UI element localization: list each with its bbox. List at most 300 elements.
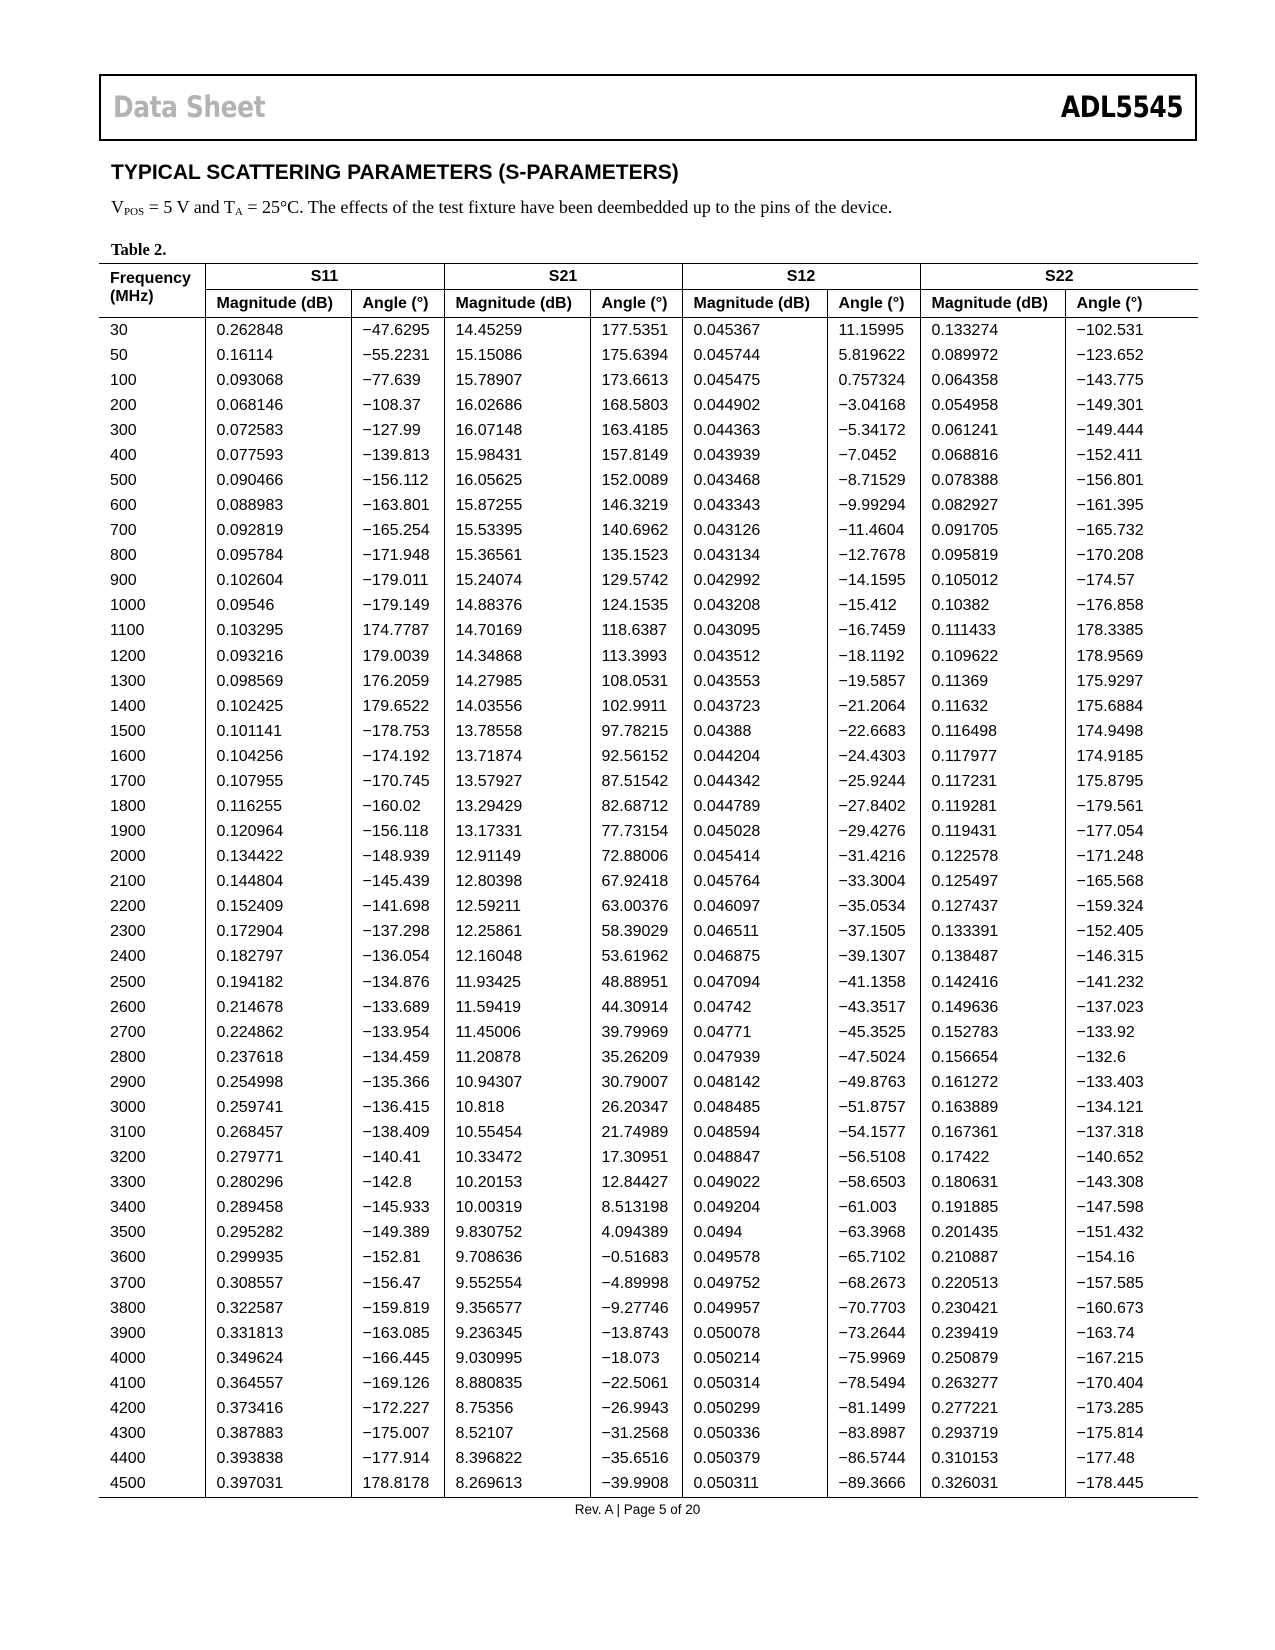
cell-s12-magnitude: 0.049022	[682, 1171, 827, 1196]
cell-frequency: 400	[110, 446, 137, 464]
cell-s22-magnitude: 0.220513	[920, 1271, 1065, 1296]
cell-s21-magnitude: 8.52107	[444, 1421, 590, 1446]
cell-s12-magnitude: 0.050314	[682, 1371, 827, 1396]
cell-s22-angle: −146.315	[1065, 945, 1198, 970]
cell-s21-angle: −9.27746	[590, 1296, 682, 1321]
cell-s11-angle: −179.011	[351, 569, 444, 594]
table-row	[99, 845, 1198, 870]
cell-s22-magnitude: 0.089972	[920, 343, 1065, 368]
cell-frequency: 4400	[110, 1450, 146, 1468]
cell-s21-magnitude: 14.34868	[444, 644, 590, 669]
page-footer: Rev. A | Page 5 of 20	[574, 1502, 701, 1517]
cell-frequency: 4100	[110, 1374, 146, 1392]
cell-s21-magnitude: 11.93425	[444, 970, 590, 995]
cell-s11-magnitude: 0.09546	[205, 594, 351, 619]
cell-s21-angle: 82.68712	[590, 794, 682, 819]
cell-s22-angle: −133.92	[1065, 1020, 1198, 1045]
cell-s21-angle: 152.0089	[590, 468, 682, 493]
cell-s21-angle: 163.4185	[590, 418, 682, 443]
cell-s21-magnitude: 12.91149	[444, 845, 590, 870]
cell-s11-angle: −166.445	[351, 1346, 444, 1371]
cell-s22-magnitude: 0.078388	[920, 468, 1065, 493]
col-header-magnitude: Magnitude (dB)	[920, 290, 1065, 318]
table-column-header-row	[99, 290, 1198, 318]
cell-s11-angle: 179.6522	[351, 694, 444, 719]
cell-s11-magnitude: 0.095784	[205, 544, 351, 569]
cell-s21-angle: 129.5742	[590, 569, 682, 594]
table-row	[99, 769, 1198, 794]
table-row	[99, 619, 1198, 644]
cell-s21-magnitude: 13.71874	[444, 744, 590, 769]
cell-s21-magnitude: 10.20153	[444, 1171, 590, 1196]
cell-s21-angle: 58.39029	[590, 920, 682, 945]
cell-s11-magnitude: 0.092819	[205, 519, 351, 544]
cell-s11-magnitude: 0.16114	[205, 343, 351, 368]
table-row	[99, 594, 1198, 619]
cell-frequency: 1900	[110, 823, 146, 841]
cell-s12-angle: −70.7703	[827, 1296, 920, 1321]
cell-s11-magnitude: 0.194182	[205, 970, 351, 995]
header-doc-type: Data Sheet	[113, 90, 266, 124]
cell-s12-angle: −68.2673	[827, 1271, 920, 1296]
cell-s21-angle: 77.73154	[590, 820, 682, 845]
cell-s11-angle: 178.8178	[351, 1472, 444, 1498]
cell-s22-magnitude: 0.191885	[920, 1196, 1065, 1221]
cell-s22-magnitude: 0.133391	[920, 920, 1065, 945]
table-row	[99, 1045, 1198, 1070]
table-row	[99, 1271, 1198, 1296]
cell-s11-angle: −140.41	[351, 1146, 444, 1171]
cell-s21-magnitude: 10.55454	[444, 1121, 590, 1146]
cell-s21-magnitude: 8.880835	[444, 1371, 590, 1396]
cell-s12-magnitude: 0.043126	[682, 519, 827, 544]
cell-s22-angle: −151.432	[1065, 1221, 1198, 1246]
cell-s12-magnitude: 0.045028	[682, 820, 827, 845]
cell-s12-magnitude: 0.04771	[682, 1020, 827, 1045]
cell-s11-angle: −179.149	[351, 594, 444, 619]
cell-frequency: 1100	[110, 622, 145, 640]
cell-s11-magnitude: 0.068146	[205, 393, 351, 418]
cell-s21-magnitude: 10.33472	[444, 1146, 590, 1171]
cell-s22-angle: −154.16	[1065, 1246, 1198, 1271]
cell-s21-magnitude: 10.00319	[444, 1196, 590, 1221]
cell-s11-magnitude: 0.237618	[205, 1045, 351, 1070]
cond-v-subscript: POS	[124, 206, 145, 218]
cell-s22-angle: −147.598	[1065, 1196, 1198, 1221]
cell-s12-angle: −7.0452	[827, 443, 920, 468]
cell-s11-magnitude: 0.152409	[205, 895, 351, 920]
cell-s22-angle: −179.561	[1065, 794, 1198, 819]
cell-s12-magnitude: 0.044204	[682, 744, 827, 769]
cell-s22-angle: −132.6	[1065, 1045, 1198, 1070]
cell-s12-angle: 11.15995	[827, 318, 920, 344]
cell-s21-magnitude: 15.15086	[444, 343, 590, 368]
cell-s12-magnitude: 0.049752	[682, 1271, 827, 1296]
table-row	[99, 644, 1198, 669]
cell-frequency: 1000	[110, 597, 146, 615]
cell-s11-angle: −145.439	[351, 870, 444, 895]
cell-frequency: 1300	[110, 672, 146, 690]
cell-s11-magnitude: 0.101141	[205, 719, 351, 744]
cell-frequency: 3400	[110, 1199, 146, 1217]
cond-v: V	[111, 197, 124, 217]
cell-s21-magnitude: 16.02686	[444, 393, 590, 418]
cell-s11-magnitude: 0.289458	[205, 1196, 351, 1221]
cell-s12-angle: −12.7678	[827, 544, 920, 569]
cell-frequency: 900	[110, 572, 137, 590]
cell-s21-angle: 53.61962	[590, 945, 682, 970]
cell-s12-angle: −21.2064	[827, 694, 920, 719]
cell-s12-magnitude: 0.043343	[682, 494, 827, 519]
table-row	[99, 1146, 1198, 1171]
cell-s21-magnitude: 9.552554	[444, 1271, 590, 1296]
table-row	[99, 494, 1198, 519]
cell-s11-magnitude: 0.262848	[205, 318, 351, 344]
cell-s22-angle: −161.395	[1065, 494, 1198, 519]
cell-s12-magnitude: 0.044342	[682, 769, 827, 794]
col-header-angle: Angle (°)	[590, 290, 682, 318]
cell-s12-magnitude: 0.047094	[682, 970, 827, 995]
cell-s12-magnitude: 0.043095	[682, 619, 827, 644]
cell-s21-angle: 118.6387	[590, 619, 682, 644]
cell-frequency: 30	[110, 321, 128, 339]
cell-s22-angle: −177.48	[1065, 1447, 1198, 1472]
table-row	[99, 744, 1198, 769]
cell-s21-angle: 21.74989	[590, 1121, 682, 1146]
cell-s21-angle: −26.9943	[590, 1396, 682, 1421]
cell-s22-magnitude: 0.138487	[920, 945, 1065, 970]
cell-s11-angle: −159.819	[351, 1296, 444, 1321]
cell-s21-magnitude: 13.57927	[444, 769, 590, 794]
cell-s11-angle: −156.118	[351, 820, 444, 845]
cell-s22-angle: 175.9297	[1065, 669, 1198, 694]
cell-s21-angle: 97.78215	[590, 719, 682, 744]
cell-s11-angle: −135.366	[351, 1070, 444, 1095]
cell-s12-magnitude: 0.050078	[682, 1321, 827, 1346]
table-row	[99, 719, 1198, 744]
cell-frequency: 1800	[110, 798, 146, 816]
frequency-header-label: Frequency	[110, 270, 191, 287]
cell-s21-magnitude: 8.396822	[444, 1447, 590, 1472]
cell-s12-magnitude: 0.048847	[682, 1146, 827, 1171]
cell-frequency: 3500	[110, 1224, 146, 1242]
cell-s21-magnitude: 9.356577	[444, 1296, 590, 1321]
table-row	[99, 1246, 1198, 1271]
cell-s21-angle: 17.30951	[590, 1146, 682, 1171]
cell-s12-magnitude: 0.04742	[682, 995, 827, 1020]
cell-frequency: 2200	[110, 898, 146, 916]
cell-s12-angle: −89.3666	[827, 1472, 920, 1498]
cell-s12-magnitude: 0.044789	[682, 794, 827, 819]
cell-s22-magnitude: 0.156654	[920, 1045, 1065, 1070]
cell-s22-magnitude: 0.068816	[920, 443, 1065, 468]
cell-s22-angle: −171.248	[1065, 845, 1198, 870]
cell-s12-magnitude: 0.049204	[682, 1196, 827, 1221]
table-row	[99, 794, 1198, 819]
cell-s22-angle: −123.652	[1065, 343, 1198, 368]
cell-frequency: 3200	[110, 1149, 146, 1167]
cell-s21-angle: 140.6962	[590, 519, 682, 544]
cell-s11-angle: −141.698	[351, 895, 444, 920]
cell-s11-angle: −127.99	[351, 418, 444, 443]
cell-s22-angle: 178.9569	[1065, 644, 1198, 669]
cell-s21-magnitude: 14.70169	[444, 619, 590, 644]
col-header-angle: Angle (°)	[1065, 290, 1198, 318]
cell-s11-magnitude: 0.107955	[205, 769, 351, 794]
cell-s22-angle: −160.673	[1065, 1296, 1198, 1321]
cell-s12-angle: −29.4276	[827, 820, 920, 845]
table-row	[99, 418, 1198, 443]
cell-s12-angle: −31.4216	[827, 845, 920, 870]
cell-s11-magnitude: 0.090466	[205, 468, 351, 493]
cell-s12-angle: −54.1577	[827, 1121, 920, 1146]
cell-s22-angle: −167.215	[1065, 1346, 1198, 1371]
cell-s21-angle: −13.8743	[590, 1321, 682, 1346]
cell-s22-angle: −170.404	[1065, 1371, 1198, 1396]
cell-s22-angle: −152.405	[1065, 920, 1198, 945]
table-row	[99, 519, 1198, 544]
cell-s22-angle: 174.9498	[1065, 719, 1198, 744]
cell-s22-magnitude: 0.117231	[920, 769, 1065, 794]
cell-s11-magnitude: 0.279771	[205, 1146, 351, 1171]
table-row	[99, 920, 1198, 945]
cell-s11-angle: 179.0039	[351, 644, 444, 669]
cell-s21-angle: 35.26209	[590, 1045, 682, 1070]
cell-s22-magnitude: 0.119281	[920, 794, 1065, 819]
cell-s12-angle: −15.412	[827, 594, 920, 619]
cell-s21-magnitude: 16.07148	[444, 418, 590, 443]
cell-s11-angle: −170.745	[351, 769, 444, 794]
cell-s11-angle: −55.2231	[351, 343, 444, 368]
cell-s22-magnitude: 0.095819	[920, 544, 1065, 569]
cell-s12-angle: −35.0534	[827, 895, 920, 920]
cell-s11-magnitude: 0.393838	[205, 1447, 351, 1472]
cell-s21-angle: 102.9911	[590, 694, 682, 719]
cell-s21-angle: 72.88006	[590, 845, 682, 870]
cell-s22-angle: −156.801	[1065, 468, 1198, 493]
cell-s22-angle: 175.8795	[1065, 769, 1198, 794]
cell-s22-magnitude: 0.061241	[920, 418, 1065, 443]
cell-s12-magnitude: 0.049578	[682, 1246, 827, 1271]
cell-s11-angle: −133.954	[351, 1020, 444, 1045]
cell-s21-angle: 44.30914	[590, 995, 682, 1020]
cell-frequency: 3600	[110, 1249, 146, 1267]
cell-s21-angle: 124.1535	[590, 594, 682, 619]
cell-s11-angle: −169.126	[351, 1371, 444, 1396]
cell-s22-magnitude: 0.091705	[920, 519, 1065, 544]
group-header-s11: S11	[205, 264, 444, 290]
cell-frequency: 1600	[110, 747, 146, 765]
cell-s11-angle: −171.948	[351, 544, 444, 569]
cell-frequency: 700	[110, 522, 137, 540]
cell-s21-angle: 87.51542	[590, 769, 682, 794]
cell-s21-magnitude: 15.87255	[444, 494, 590, 519]
cell-s21-angle: −22.5061	[590, 1371, 682, 1396]
cell-s22-angle: −143.308	[1065, 1171, 1198, 1196]
cell-s11-angle: −134.459	[351, 1045, 444, 1070]
cell-frequency: 100	[110, 371, 137, 389]
cell-s22-magnitude: 0.133274	[920, 318, 1065, 344]
cell-s12-magnitude: 0.045475	[682, 368, 827, 393]
cell-s11-magnitude: 0.102604	[205, 569, 351, 594]
cell-frequency: 3700	[110, 1274, 146, 1292]
col-header-angle: Angle (°)	[351, 290, 444, 318]
cell-s12-angle: −27.8402	[827, 794, 920, 819]
cell-s11-magnitude: 0.331813	[205, 1321, 351, 1346]
cell-s22-magnitude: 0.109622	[920, 644, 1065, 669]
cell-s12-magnitude: 0.042992	[682, 569, 827, 594]
cell-frequency: 3900	[110, 1324, 146, 1342]
cell-s12-angle: −43.3517	[827, 995, 920, 1020]
cell-s11-magnitude: 0.144804	[205, 870, 351, 895]
cell-s21-magnitude: 11.45006	[444, 1020, 590, 1045]
cell-s21-angle: 113.3993	[590, 644, 682, 669]
cell-frequency: 2300	[110, 923, 146, 941]
cell-s21-magnitude: 12.16048	[444, 945, 590, 970]
cell-frequency: 2900	[110, 1073, 146, 1091]
cell-s12-angle: −3.04168	[827, 393, 920, 418]
group-header-s22: S22	[920, 264, 1198, 290]
cell-s22-angle: −159.324	[1065, 895, 1198, 920]
cell-s21-magnitude: 12.59211	[444, 895, 590, 920]
cell-s21-angle: 30.79007	[590, 1070, 682, 1095]
cell-s11-magnitude: 0.102425	[205, 694, 351, 719]
cell-s12-magnitude: 0.050311	[682, 1472, 827, 1498]
table-row	[99, 343, 1198, 368]
cell-s11-magnitude: 0.397031	[205, 1472, 351, 1498]
cell-frequency: 2000	[110, 848, 146, 866]
cell-s22-angle: −165.732	[1065, 519, 1198, 544]
cell-s12-angle: −25.9244	[827, 769, 920, 794]
cell-s21-magnitude: 11.59419	[444, 995, 590, 1020]
cell-s12-angle: −22.6683	[827, 719, 920, 744]
cell-s11-angle: −178.753	[351, 719, 444, 744]
cell-s12-angle: −33.3004	[827, 870, 920, 895]
cell-s11-magnitude: 0.349624	[205, 1346, 351, 1371]
cell-s11-magnitude: 0.387883	[205, 1421, 351, 1446]
cell-s21-magnitude: 10.94307	[444, 1070, 590, 1095]
cell-s21-angle: 173.6613	[590, 368, 682, 393]
table-row	[99, 443, 1198, 468]
cell-s12-angle: −51.8757	[827, 1095, 920, 1120]
table-row	[99, 820, 1198, 845]
cell-s12-magnitude: 0.050379	[682, 1447, 827, 1472]
cell-s11-angle: −133.689	[351, 995, 444, 1020]
cell-s22-magnitude: 0.167361	[920, 1121, 1065, 1146]
cell-s12-magnitude: 0.049957	[682, 1296, 827, 1321]
cell-s12-magnitude: 0.043512	[682, 644, 827, 669]
cell-frequency: 1200	[110, 647, 146, 665]
table-row	[99, 995, 1198, 1020]
cell-s22-magnitude: 0.125497	[920, 870, 1065, 895]
cell-s22-angle: −170.208	[1065, 544, 1198, 569]
cond-mid: = 5 V and T	[144, 197, 235, 217]
cell-s11-magnitude: 0.322587	[205, 1296, 351, 1321]
cell-frequency: 2600	[110, 998, 146, 1016]
cell-s11-angle: 176.2059	[351, 669, 444, 694]
table-row	[99, 1221, 1198, 1246]
cell-s11-magnitude: 0.224862	[205, 1020, 351, 1045]
cell-s22-angle: −149.301	[1065, 393, 1198, 418]
cell-s11-magnitude: 0.299935	[205, 1246, 351, 1271]
cell-frequency: 800	[110, 547, 137, 565]
cell-s22-magnitude: 0.293719	[920, 1421, 1065, 1446]
cell-s21-magnitude: 8.75356	[444, 1396, 590, 1421]
cell-s21-magnitude: 9.236345	[444, 1321, 590, 1346]
table-row	[99, 468, 1198, 493]
cell-s11-magnitude: 0.254998	[205, 1070, 351, 1095]
cell-s22-magnitude: 0.230421	[920, 1296, 1065, 1321]
cell-s11-angle: −108.37	[351, 393, 444, 418]
cell-s22-angle: −140.652	[1065, 1146, 1198, 1171]
cell-s22-magnitude: 0.111433	[920, 619, 1065, 644]
table-row	[99, 1321, 1198, 1346]
cell-s21-angle: 8.513198	[590, 1196, 682, 1221]
cell-s11-magnitude: 0.268457	[205, 1121, 351, 1146]
cell-s11-magnitude: 0.214678	[205, 995, 351, 1020]
cell-frequency: 200	[110, 396, 137, 414]
cell-s11-angle: −148.939	[351, 845, 444, 870]
cell-s22-magnitude: 0.17422	[920, 1146, 1065, 1171]
cell-s12-magnitude: 0.043939	[682, 443, 827, 468]
cell-frequency: 500	[110, 472, 137, 489]
table-row	[99, 669, 1198, 694]
cell-frequency: 3000	[110, 1098, 146, 1116]
cell-s22-angle: −137.023	[1065, 995, 1198, 1020]
cell-frequency: 2700	[110, 1023, 146, 1041]
table-row	[99, 318, 1198, 344]
cell-s22-angle: −176.858	[1065, 594, 1198, 619]
cell-s12-angle: −49.8763	[827, 1070, 920, 1095]
cell-s12-magnitude: 0.044363	[682, 418, 827, 443]
s-parameter-table	[99, 263, 1198, 1498]
cell-s12-magnitude: 0.043468	[682, 468, 827, 493]
cell-s12-angle: −18.1192	[827, 644, 920, 669]
group-header-s12: S12	[682, 264, 920, 290]
cell-s21-magnitude: 13.78558	[444, 719, 590, 744]
cell-s11-angle: −134.876	[351, 970, 444, 995]
cell-s12-angle: −19.5857	[827, 669, 920, 694]
cell-s11-magnitude: 0.364557	[205, 1371, 351, 1396]
cell-s22-magnitude: 0.105012	[920, 569, 1065, 594]
table-row	[99, 1396, 1198, 1421]
table-row	[99, 368, 1198, 393]
cell-s21-magnitude: 12.25861	[444, 920, 590, 945]
table-row	[99, 1121, 1198, 1146]
cell-s11-angle: −149.389	[351, 1221, 444, 1246]
cell-s22-angle: −149.444	[1065, 418, 1198, 443]
cell-s21-angle: 168.5803	[590, 393, 682, 418]
cell-s21-angle: 146.3219	[590, 494, 682, 519]
cell-s21-magnitude: 15.24074	[444, 569, 590, 594]
cell-s12-angle: −11.4604	[827, 519, 920, 544]
cell-s21-magnitude: 13.29429	[444, 794, 590, 819]
cell-s12-angle: −63.3968	[827, 1221, 920, 1246]
cell-s12-magnitude: 0.04388	[682, 719, 827, 744]
cell-s12-angle: 5.819622	[827, 343, 920, 368]
table-row	[99, 1421, 1198, 1446]
cell-s21-angle: 39.79969	[590, 1020, 682, 1045]
cell-s21-angle: 175.6394	[590, 343, 682, 368]
page-header	[99, 74, 1197, 141]
cell-s11-angle: −47.6295	[351, 318, 444, 344]
header-part-number: ADL5545	[1060, 90, 1183, 124]
cell-s22-magnitude: 0.082927	[920, 494, 1065, 519]
cell-frequency: 2500	[110, 973, 146, 991]
cell-s22-angle: −178.445	[1065, 1472, 1198, 1498]
table-row	[99, 1472, 1198, 1498]
cell-frequency: 2400	[110, 948, 146, 966]
